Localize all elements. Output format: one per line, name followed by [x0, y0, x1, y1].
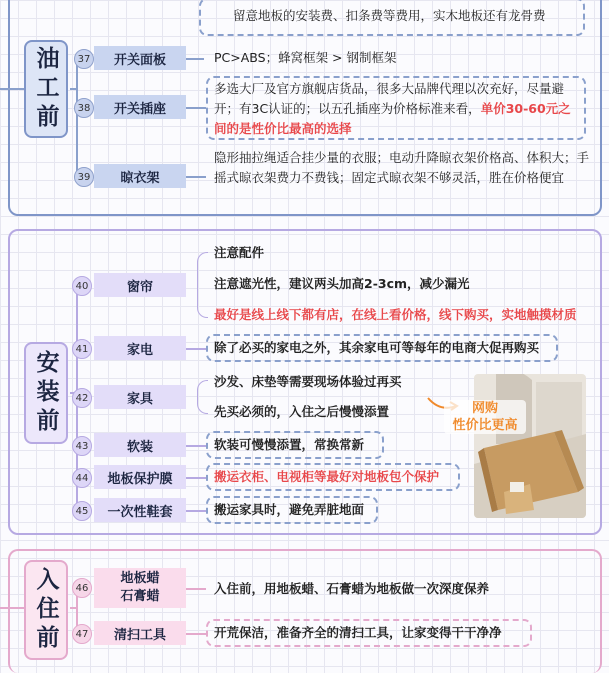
item-desc: 搬运家具时，避免弄脏地面 [206, 496, 378, 524]
item-desc: 搬运衣柜、电视柜等最好对地板包个保护 [206, 463, 460, 491]
item-appliances: 家电 [94, 336, 186, 360]
item-desc: PC>ABS；蜂窝框架 > 钢制框架 [214, 50, 397, 65]
item-switch-panel: 开关面板 [94, 46, 186, 70]
item-number: 45 [72, 501, 92, 521]
connector-line [186, 58, 204, 60]
top-note: 留意地板的安装费、扣条费等费用，实木地板还有龙骨费 [199, 0, 585, 36]
item-number: 39 [74, 167, 94, 187]
item-number: 41 [72, 339, 92, 359]
item-desc-line: 沙发、床垫等需要现场体验过再买 [214, 374, 402, 389]
connector-line [0, 88, 24, 90]
item-number: 37 [74, 49, 94, 69]
item-shoe-covers: 一次性鞋套 [94, 498, 186, 522]
section-title: 油工前 [24, 40, 68, 138]
connector-line [186, 477, 206, 479]
item-drying-rack: 晾衣架 [94, 164, 186, 188]
photo-note: 网购 性价比更高 [444, 400, 526, 434]
item-curtain: 窗帘 [94, 273, 186, 297]
item-switch-socket: 开关插座 [94, 95, 186, 119]
item-cleaning-tools: 清扫工具 [94, 621, 186, 645]
bracket [197, 380, 208, 414]
item-desc-line: 最好是线上线下都有店，在线上看价格，线下购买，实地触摸材质 [214, 307, 577, 322]
item-desc-line: 注意遮光性，建议两头加高2-3cm，减少漏光 [214, 276, 470, 291]
connector-line [186, 588, 206, 590]
connector-line [186, 510, 206, 512]
item-number: 44 [72, 468, 92, 488]
item-desc: 开荒保洁，准备齐全的清扫工具，让家变得干干净净 [206, 619, 532, 647]
item-furniture: 家具 [94, 385, 186, 409]
connector-line [76, 56, 78, 178]
connector-line [186, 176, 206, 178]
section-title: 入住前 [24, 560, 68, 660]
item-number: 46 [72, 578, 92, 598]
item-desc: 入住前，用地板蜡、石膏蜡为地板做一次深度保养 [214, 581, 490, 596]
item-number: 47 [72, 624, 92, 644]
item-desc: 隐形抽拉绳适合挂少量的衣服；电动升降晾衣架价格高、体积大；手摇式晾衣架费力不费钱；固定式晾衣架不够灵活，胜在价格便宜 [214, 150, 590, 185]
item-number: 42 [72, 388, 92, 408]
item-desc: 软装可慢慢添置，常换常新 [206, 431, 384, 459]
connector-line [186, 445, 206, 447]
bracket [197, 252, 208, 318]
item-floor-protection: 地板保护膜 [94, 465, 186, 489]
item-desc-line: 先买必须的，入住之后慢慢添置 [214, 404, 390, 419]
connector-line [186, 633, 206, 635]
item-soft-decor: 软装 [94, 433, 186, 457]
item-desc: 除了必买的家电之外，其余家电可等每年的电商大促再购买 [206, 334, 558, 362]
item-number: 43 [72, 436, 92, 456]
connector-line [186, 348, 206, 350]
item-number: 40 [72, 276, 92, 296]
furniture-photo [474, 374, 586, 518]
connector-line [0, 607, 24, 609]
item-number: 38 [74, 98, 94, 118]
connector-line [186, 107, 206, 109]
item-desc: 多选大厂及官方旗舰店货品，很多大品牌代理以次充好，尽量避开；有3C认证的；以五孔插座为价格标准来看，单价30-60元之间的是性价比最高的选择 [206, 76, 586, 140]
section-title: 安装前 [24, 342, 68, 444]
item-desc-line: 注意配件 [214, 245, 265, 260]
item-floor-wax: 地板蜡 石膏蜡 [94, 568, 186, 608]
